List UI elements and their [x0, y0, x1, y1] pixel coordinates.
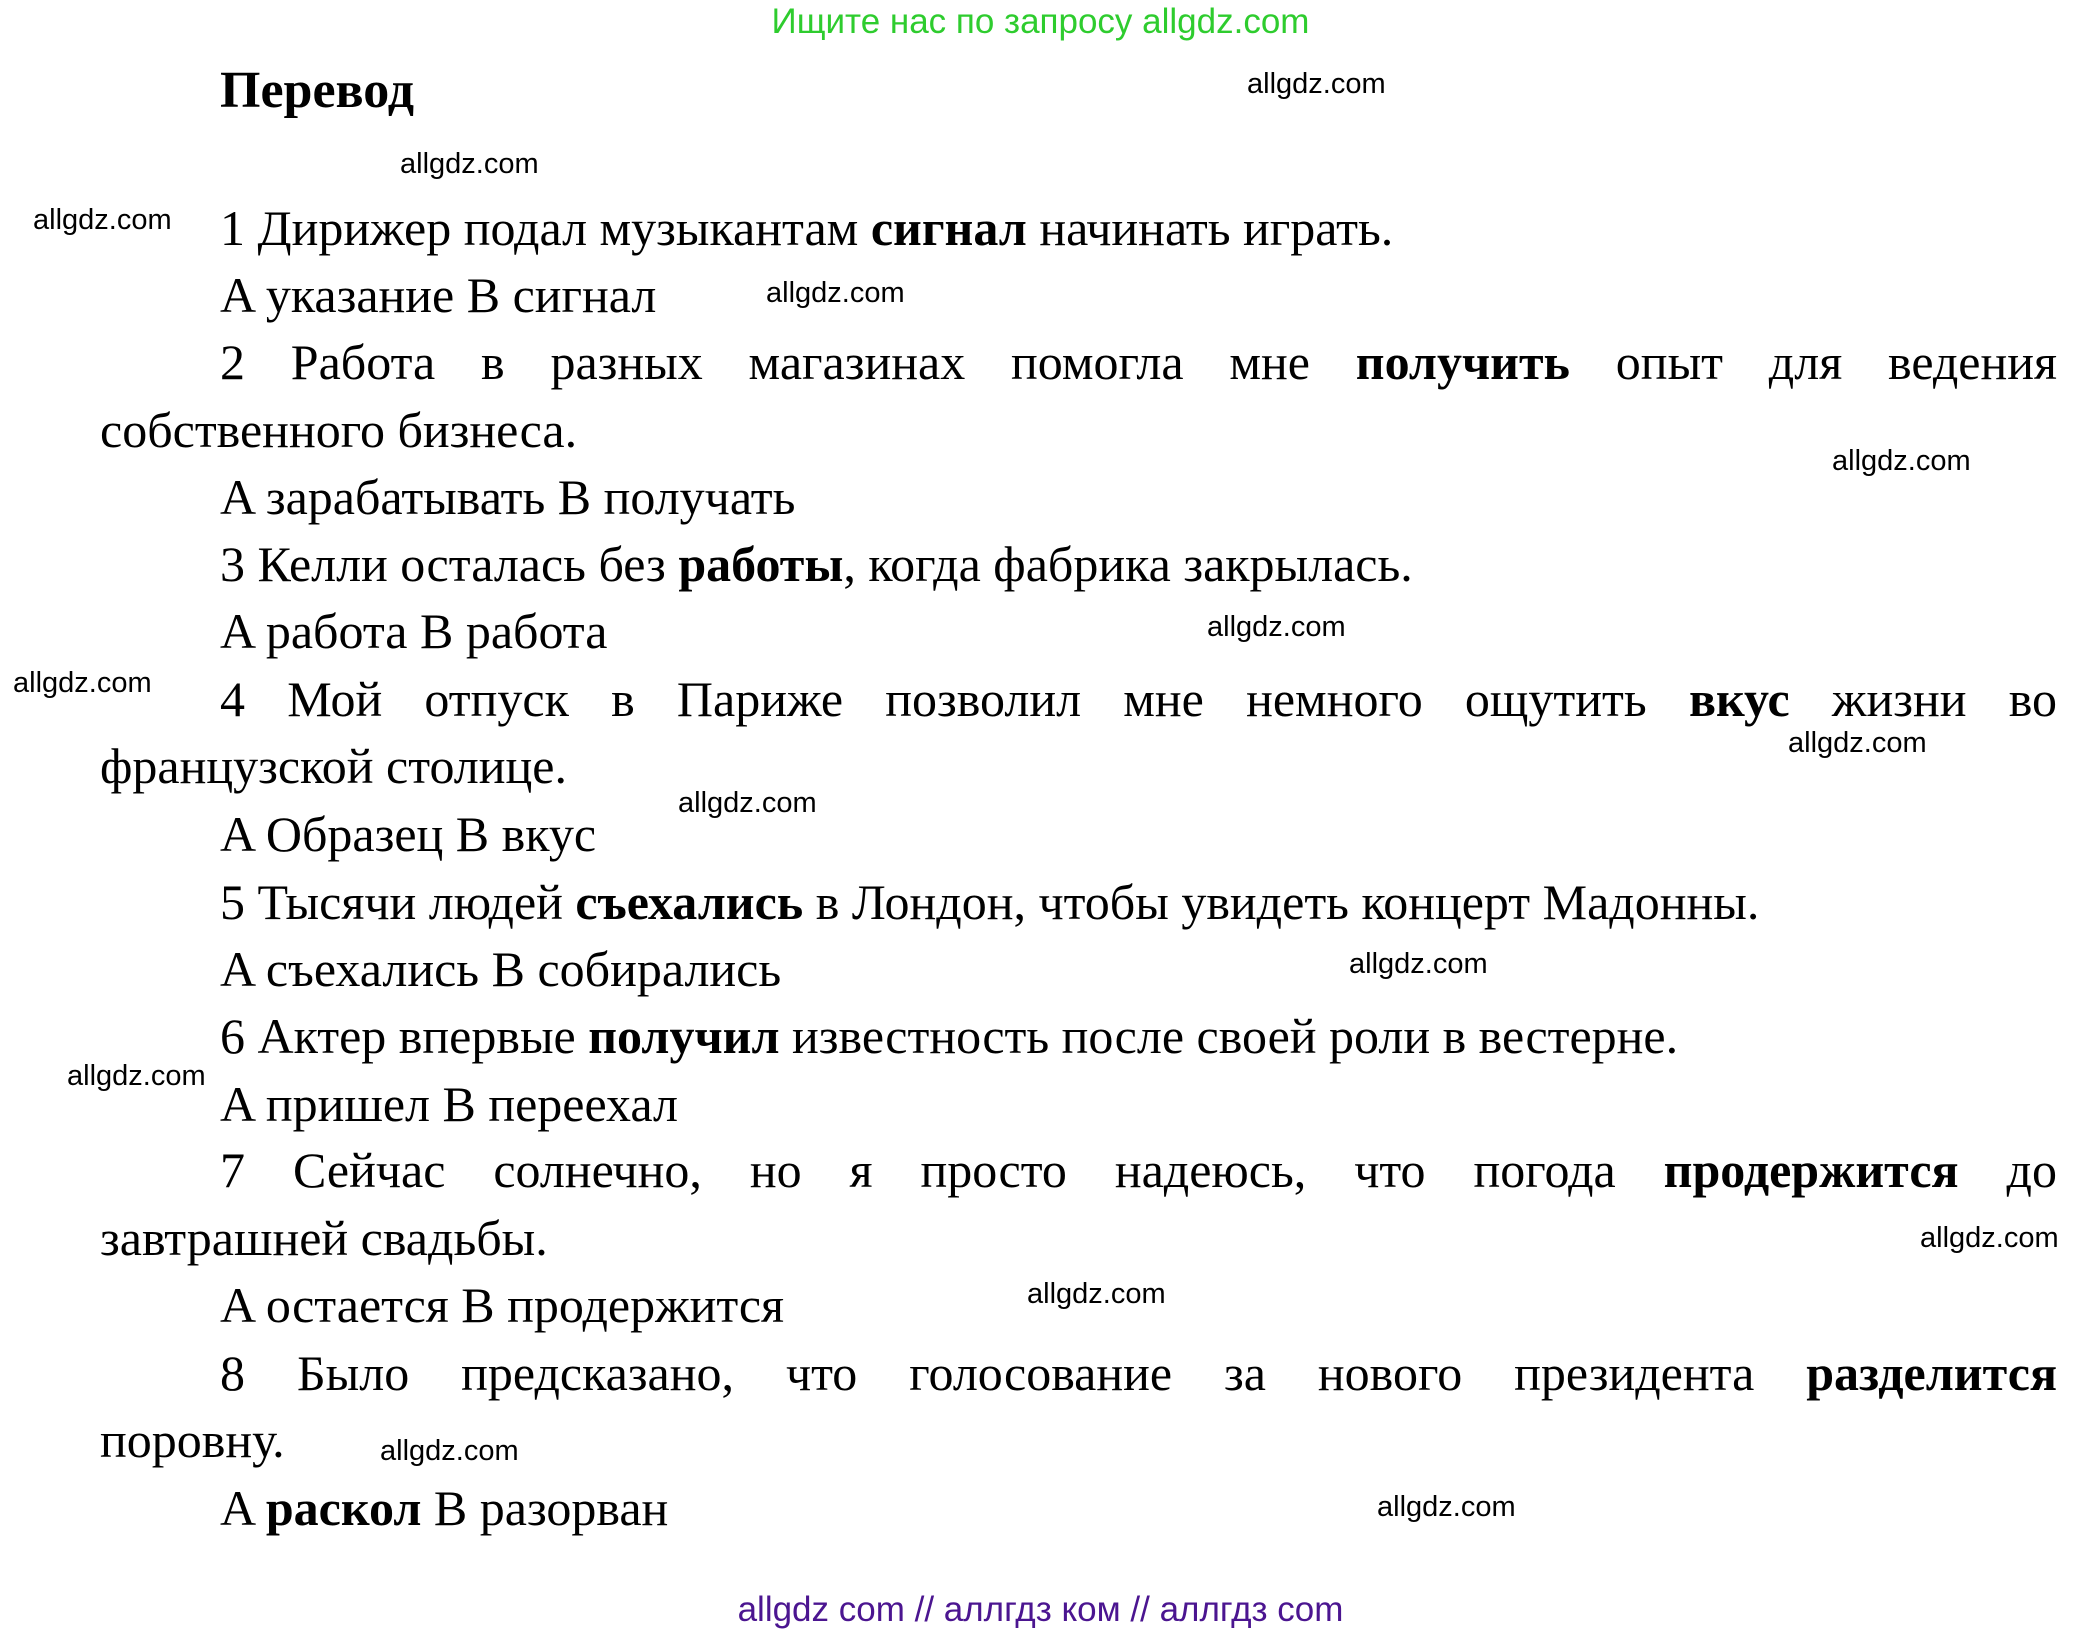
- text-segment: A работа B работа: [220, 603, 608, 659]
- text-segment: A пришел B переехал: [220, 1076, 678, 1132]
- text-line: [220, 869, 1759, 936]
- highlighted-word: получить: [1355, 334, 1570, 390]
- text-segment: A: [220, 1480, 266, 1536]
- text-line: [220, 1475, 668, 1542]
- watermark: allgdz.com: [33, 204, 172, 236]
- text-segment: A Образец B вкус: [220, 806, 597, 862]
- text-line: [220, 531, 1413, 598]
- text-line: [220, 1340, 2057, 1407]
- highlighted-word: продержится: [1663, 1142, 1959, 1198]
- watermark: allgdz.com: [1207, 611, 1346, 643]
- text-segment: собственного бизнеса.: [100, 402, 578, 458]
- text-segment: A съехались B собирались: [220, 941, 782, 997]
- text-segment: завтрашней свадьбы.: [100, 1210, 548, 1266]
- watermark: allgdz.com: [1027, 1278, 1166, 1310]
- text-segment: известность после своей роли в вестерне.: [779, 1008, 1679, 1064]
- text-line: [100, 397, 577, 464]
- text-line: [220, 1272, 784, 1339]
- text-line: [220, 801, 596, 868]
- text-segment: французской столице.: [100, 738, 567, 794]
- text-line: [220, 1137, 2057, 1204]
- watermark: allgdz.com: [1247, 68, 1386, 100]
- highlighted-word: разделится: [1806, 1345, 2057, 1401]
- text-segment: в Лондон, чтобы увидеть концерт Мадонны.: [803, 874, 1760, 930]
- text-segment: 5 Тысячи людей: [220, 874, 576, 930]
- text-line: [220, 262, 656, 329]
- text-segment: 8 Было предсказано, что голосование за нового президента: [220, 1345, 1807, 1401]
- text-line: [220, 464, 795, 531]
- text-segment: 6 Актер впервые: [220, 1008, 589, 1064]
- bottom-banner: allgdz com // аллгдз ком // аллгдз com: [737, 1590, 1344, 1629]
- watermark: allgdz.com: [678, 787, 817, 819]
- highlighted-word: получил: [588, 1008, 780, 1064]
- text-segment: 7 Сейчас солнечно, но я просто надеюсь, что погода: [220, 1142, 1664, 1198]
- highlighted-word: работы: [678, 536, 844, 592]
- text-segment: начинать играть.: [1026, 200, 1394, 256]
- watermark: allgdz.com: [13, 667, 152, 699]
- text-line: [220, 666, 2057, 733]
- highlighted-word: сигнал: [870, 200, 1027, 256]
- text-segment: поровну.: [100, 1412, 285, 1468]
- text-segment: 1 Дирижер подал музыкантам: [220, 200, 871, 256]
- text-line: [220, 1071, 678, 1138]
- text-line: [220, 1003, 1678, 1070]
- watermark: allgdz.com: [1920, 1222, 2059, 1254]
- top-banner: Ищите нас по запросу allgdz.com: [771, 2, 1310, 41]
- text-segment: 2 Работа в разных магазинах помогла мне: [220, 334, 1356, 390]
- text-line: [220, 936, 781, 1003]
- text-segment: , когда фабрика закрылась.: [843, 536, 1413, 592]
- text-line: [100, 1407, 285, 1474]
- text-line: [100, 1205, 548, 1272]
- watermark: allgdz.com: [1832, 445, 1971, 477]
- page-title: Перевод: [220, 62, 415, 119]
- watermark: allgdz.com: [1788, 727, 1927, 759]
- text-segment: A остается B продержится: [220, 1277, 785, 1333]
- watermark: allgdz.com: [67, 1060, 206, 1092]
- text-segment: опыт для ведения: [1570, 334, 2057, 390]
- text-line: [100, 733, 567, 800]
- text-segment: 4 Мой отпуск в Париже позволил мне немного ощутить: [220, 671, 1689, 727]
- text-line: [220, 329, 2057, 396]
- watermark: allgdz.com: [400, 148, 539, 180]
- watermark: allgdz.com: [1377, 1491, 1516, 1523]
- text-segment: 3 Келли осталась без: [220, 536, 679, 592]
- watermark: allgdz.com: [1349, 948, 1488, 980]
- text-segment: A указание B сигнал: [220, 267, 657, 323]
- text-segment: A зарабатывать B получать: [220, 469, 796, 525]
- text-segment: до: [1958, 1142, 2057, 1198]
- text-segment: жизни во: [1789, 671, 2057, 727]
- highlighted-word: съехались: [575, 874, 804, 930]
- highlighted-word: раскол: [265, 1480, 422, 1536]
- watermark: allgdz.com: [766, 277, 905, 309]
- text-line: [220, 598, 607, 665]
- highlighted-word: вкус: [1688, 671, 1790, 727]
- text-line: [220, 195, 1393, 262]
- text-segment: B разорван: [421, 1480, 669, 1536]
- watermark: allgdz.com: [380, 1435, 519, 1467]
